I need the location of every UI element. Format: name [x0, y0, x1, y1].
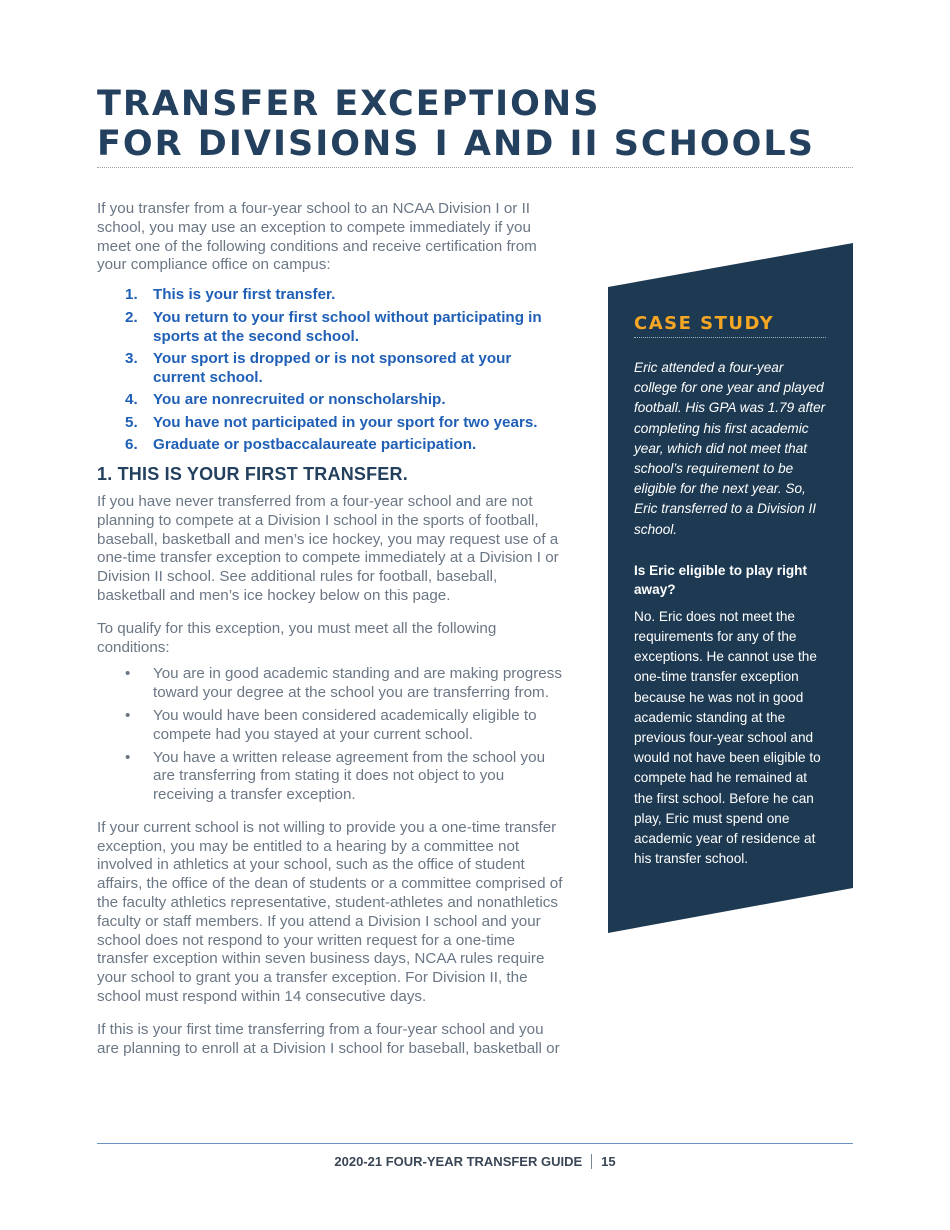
- condition-item: [97, 390, 567, 409]
- condition-text: This is your first transfer.: [153, 286, 336, 304]
- case-study-title: CASE STUDY: [634, 313, 826, 338]
- bullet-item: [97, 707, 567, 745]
- page-footer: [0, 1154, 950, 1169]
- condition-text: Graduate or postbaccalaureate participation.: [153, 436, 477, 454]
- title-divider: [97, 167, 853, 168]
- footer-divider: [97, 1143, 853, 1144]
- case-study-question: Is Eric eligible to play right away?: [634, 562, 807, 597]
- bullet-icon: •: [125, 706, 131, 724]
- case-study-sidebar: [608, 243, 853, 933]
- intro-paragraph: If you transfer from a four-year school to an NCAA Division I or II school, you may use an exception to compete immediately if you meet one of the following conditions and receive certification from your compliance office on campus:: [97, 200, 537, 274]
- condition-item: [97, 413, 567, 432]
- section-paragraph-4: If this is your first time transferring from a four-year school and you are planning to enroll at a Division I school for baseball, basketball or: [97, 1020, 560, 1057]
- condition-number: 2.: [125, 308, 138, 326]
- condition-number: 6.: [125, 436, 138, 454]
- condition-number: 4.: [125, 391, 138, 409]
- page-number: 15: [601, 1154, 616, 1169]
- bullet-icon: •: [125, 748, 131, 766]
- case-study-answer: No. Eric does not meet the requirements for any of the exceptions. He cannot use the one-time transfer exception because he was not in good academic standing at the previous four-year school and would not have been eligible to compete had he remained at the first school. Before he can play, Eric must spend one academic year of residence at his transfer school.: [634, 608, 821, 867]
- condition-item: [97, 308, 567, 346]
- footer-separator: [591, 1154, 592, 1169]
- section-paragraph-1: If you have never transferred from a four-year school and are not planning to compete at a Division I school in the sports of football, baseball, basketball and men’s ice hockey, you may request use of a one-time transfer exception to compete immediately at a Division I or Division II school. See additional rules for football, baseball, basketball and men’s ice hockey below on this page.: [97, 492, 559, 604]
- section-paragraph-3: If your current school is not willing to provide you a one-time transfer exception, you may be entitled to a hearing by a committee not involved in athletics at your school, such as the office of student affairs, the office of the dean of students or a committee comprised of the faculty athletics representative, student-athletes and nonathletics faculty or staff members. If you attend a Division I school and your school does not respond to your written request for a one-time transfer exception within seven business days, NCAA rules require your school to grant you a transfer exception. For Division II, the school must respond within 14 consecutive days.: [97, 818, 563, 1006]
- case-study-content: [634, 313, 826, 869]
- condition-number: 5.: [125, 413, 138, 431]
- page-title-line-1: TRANSFER EXCEPTIONS: [97, 84, 601, 124]
- section-paragraph-2: To qualify for this exception, you must meet all the following conditions:: [97, 619, 497, 656]
- condition-item: [97, 349, 567, 387]
- bullet-text: You have a written release agreement from the school you are transferring from stating it does not object to you receiving a transfer exception.: [153, 748, 546, 804]
- page-title-line-2: FOR DIVISIONS I AND II SCHOOLS: [97, 124, 815, 164]
- condition-text: You have not participated in your sport for two years.: [153, 413, 538, 431]
- section-heading-first-transfer: 1. THIS IS YOUR FIRST TRANSFER.: [97, 464, 408, 485]
- bullet-item: [97, 749, 567, 805]
- bullet-icon: •: [125, 665, 131, 683]
- bullet-text: You would have been considered academically eligible to compete had you stayed at your current school.: [153, 706, 537, 743]
- condition-item: [97, 435, 567, 454]
- page-title: [97, 84, 857, 164]
- condition-text: You return to your first school without participating in sports at the second school.: [153, 308, 542, 345]
- condition-number: 3.: [125, 349, 138, 367]
- footer-guide-title: 2020-21 FOUR-YEAR TRANSFER GUIDE: [334, 1154, 583, 1169]
- condition-text: Your sport is dropped or is not sponsored at your current school.: [153, 349, 512, 386]
- condition-text: You are nonrecruited or nonscholarship.: [153, 391, 446, 409]
- exception-conditions-list: [97, 285, 567, 454]
- condition-number: 1.: [125, 286, 138, 304]
- case-study-story: Eric attended a four-year college for one year and played football. His GPA was 1.79 after completing his first academic year, which did not meet that school’s requirement to be eligible for the next year. So, Eric transferred to a Division II school.: [634, 360, 826, 537]
- condition-item: [97, 285, 567, 304]
- qualification-bullet-list: [97, 665, 567, 805]
- bullet-text: You are in good academic standing and are making progress toward your degree at the school you are transferring from.: [153, 665, 562, 702]
- bullet-item: [97, 665, 567, 703]
- main-column: [97, 200, 567, 1058]
